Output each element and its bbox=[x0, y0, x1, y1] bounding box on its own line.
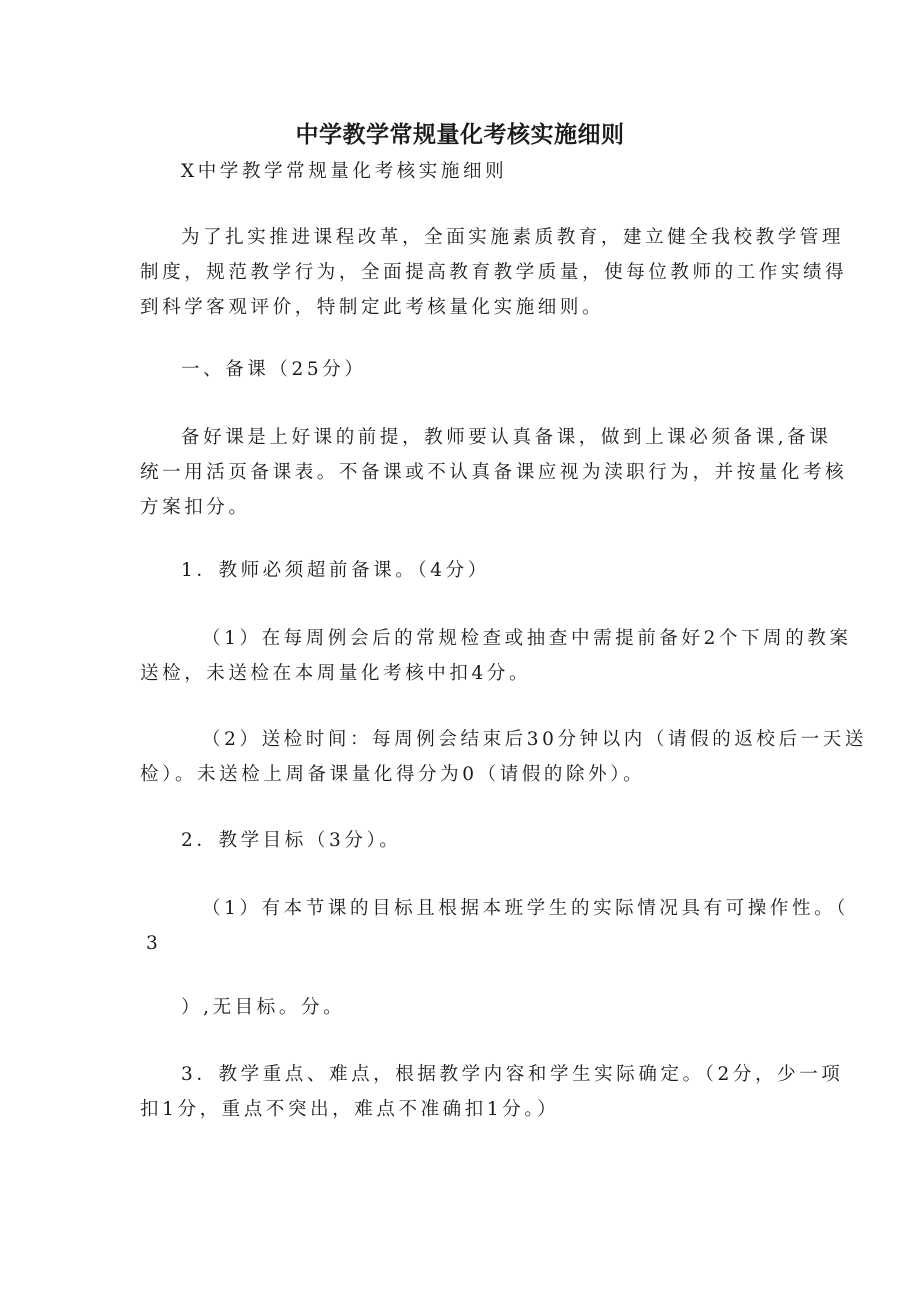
item2-sub1-paragraph bbox=[140, 891, 850, 961]
item1-sub2-line-1: （2）送检时间：每周例会结束后30分钟以内（请假的返校后一天送 bbox=[202, 729, 867, 750]
intro-line-2: 制度，规范教学行为，全面提高教育教学质量，使每位教师的工作实绩得 bbox=[140, 262, 848, 283]
item1-heading bbox=[140, 553, 790, 588]
section1-heading bbox=[140, 352, 790, 387]
item2-sub1-line-1: （1）有本节课的目标且根据本班学生的实际情况具有可操作性。（ bbox=[202, 898, 850, 919]
section1-line-3: 方案扣分。 bbox=[140, 497, 251, 518]
item2-heading-text: 2．教学目标（3分）。 bbox=[181, 830, 402, 851]
document-subtitle bbox=[140, 154, 790, 189]
section1-line-2: 统一用活页备课表。不备课或不认真备课应视为渎职行为，并按量化考核 bbox=[140, 462, 848, 483]
item2-sub1-tail bbox=[140, 990, 790, 1025]
item3-paragraph bbox=[140, 1057, 844, 1127]
section1-paragraph bbox=[140, 420, 848, 525]
item2-sub1-line-2: 3 bbox=[146, 933, 162, 954]
item1-sub2-paragraph bbox=[140, 722, 867, 792]
item2-heading bbox=[140, 823, 790, 858]
section1-line-1: 备好课是上好课的前提，教师要认真备课，做到上课必须备课,备课 bbox=[181, 427, 832, 448]
item3-line-2: 扣1分，重点不突出，难点不准确扣1分。） bbox=[140, 1099, 560, 1120]
intro-line-3: 到科学客观评价，特制定此考核量化实施细则。 bbox=[140, 297, 605, 318]
item2-sub1-tail-text: ）,无目标。分。 bbox=[181, 997, 346, 1018]
item1-heading-text: 1．教师必须超前备课。（4分） bbox=[181, 560, 490, 581]
item1-sub2-line-2: 检）。未送检上周备课量化得分为0（请假的除外）。 bbox=[140, 764, 646, 785]
document-title: 中学教学常规量化考核实施细则 bbox=[295, 122, 625, 148]
item1-sub1-paragraph bbox=[140, 621, 852, 691]
item1-sub1-line-2: 送检，未送检在本周量化考核中扣4分。 bbox=[140, 663, 532, 684]
section1-heading-text: 一、备课（25分） bbox=[181, 359, 367, 380]
intro-paragraph bbox=[140, 220, 848, 325]
item3-line-1: 3．教学重点、难点，根据教学内容和学生实际确定。（2分，少一项 bbox=[181, 1064, 844, 1085]
intro-line-1: 为了扎实推进课程改革，全面实施素质教育，建立健全我校教学管理 bbox=[181, 227, 845, 248]
item1-sub1-line-1: （1）在每周例会后的常规检查或抽查中需提前备好2个下周的教案 bbox=[202, 628, 852, 649]
subtitle-line: X中学教学常规量化考核实施细则 bbox=[181, 161, 508, 182]
